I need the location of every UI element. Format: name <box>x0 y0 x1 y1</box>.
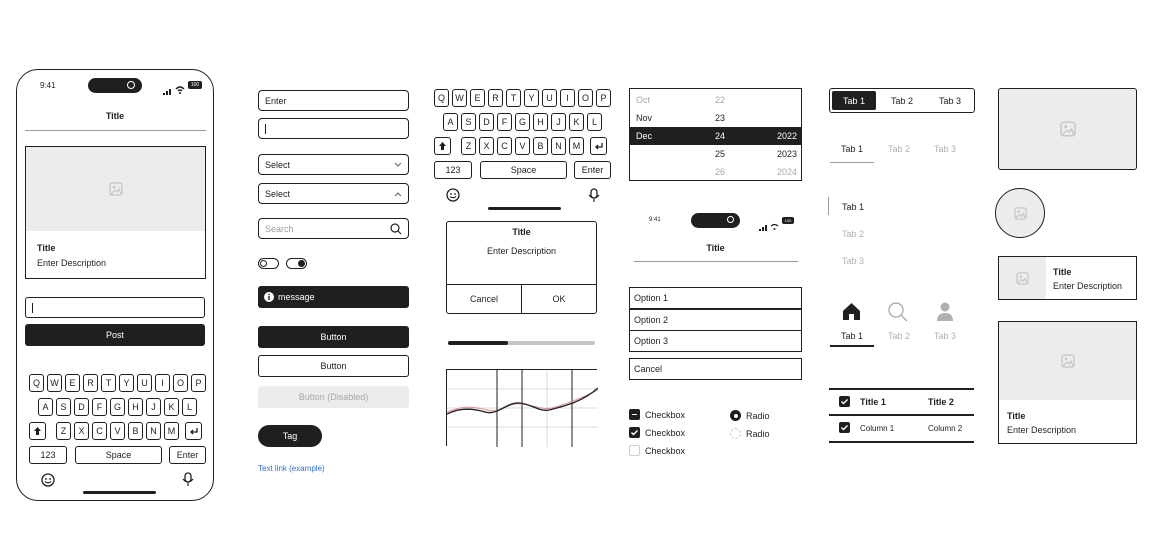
key-g[interactable]: G <box>515 113 530 131</box>
key-x[interactable]: X <box>479 137 494 155</box>
key-h[interactable]: H <box>533 113 548 131</box>
picker-day: 26 <box>715 167 726 177</box>
picker-year: 2022 <box>776 131 797 141</box>
key-k[interactable]: K <box>164 398 179 416</box>
tab-segment-1[interactable]: Tab 1 <box>832 91 876 110</box>
key-d[interactable]: D <box>74 398 89 416</box>
key-p[interactable]: P <box>191 374 206 392</box>
checkbox-label: Checkbox <box>645 410 686 420</box>
key-v[interactable]: V <box>110 422 125 440</box>
image-icon <box>1060 121 1076 137</box>
picker-day: 22 <box>715 95 726 105</box>
radio-label: Radio <box>746 411 770 421</box>
dialog-title: Title <box>512 227 531 237</box>
tab-vertical-2[interactable]: Tab 2 <box>842 229 865 239</box>
key-t[interactable]: T <box>101 374 116 392</box>
signal-icon <box>163 82 173 89</box>
card-image <box>26 147 205 231</box>
text-link[interactable]: Text link (example) <box>258 464 325 473</box>
numbers-key[interactable]: 123 <box>29 446 67 464</box>
table-cell-1: Column 1 <box>860 424 895 433</box>
message-toast <box>258 286 409 308</box>
shift-key[interactable] <box>434 137 451 155</box>
shift-icon <box>33 426 42 436</box>
checkbox-indeterminate[interactable] <box>629 409 640 420</box>
key-j[interactable]: J <box>551 113 566 131</box>
date-picker[interactable] <box>629 88 802 181</box>
key-r[interactable]: R <box>488 89 503 107</box>
avatar <box>995 188 1045 238</box>
key-o[interactable]: O <box>173 374 188 392</box>
focused-input[interactable] <box>258 118 409 139</box>
home-icon <box>842 302 861 326</box>
key-w[interactable]: W <box>47 374 62 392</box>
key-g[interactable]: G <box>110 398 125 416</box>
key-k[interactable]: K <box>569 113 584 131</box>
key-l[interactable]: L <box>182 398 197 416</box>
enter-input[interactable] <box>258 90 409 111</box>
emoji-icon[interactable] <box>446 188 460 207</box>
key-w[interactable]: W <box>452 89 467 107</box>
post-button[interactable]: Post <box>25 324 205 346</box>
picker-day: 25 <box>715 149 726 159</box>
list-card-description: Enter Description <box>1053 281 1123 291</box>
chevron-down-icon <box>394 162 402 168</box>
key-h[interactable]: H <box>128 398 143 416</box>
toggle-off[interactable] <box>258 258 279 269</box>
dialog-ok-button[interactable]: OK <box>552 294 566 304</box>
picker-row[interactable] <box>630 145 801 163</box>
enter-input-text: Enter <box>265 95 287 106</box>
key-s[interactable]: S <box>56 398 71 416</box>
message-text: message <box>278 292 315 302</box>
picker-month: Oct <box>636 95 651 105</box>
key-p[interactable]: P <box>596 89 611 107</box>
shift-icon <box>438 141 447 151</box>
table-checkbox-header[interactable] <box>839 396 850 407</box>
image-placeholder <box>998 88 1137 170</box>
checkbox-label: Checkbox <box>645 428 686 438</box>
status-time: 9:41 <box>40 81 56 90</box>
key-l[interactable]: L <box>587 113 602 131</box>
nav-divider <box>634 261 798 262</box>
dialog-cancel-button[interactable]: Cancel <box>469 294 498 304</box>
key-c[interactable]: C <box>497 137 512 155</box>
key-m[interactable]: M <box>569 137 584 155</box>
select-expanded[interactable] <box>258 183 409 204</box>
image-icon <box>109 182 123 196</box>
key-u[interactable]: U <box>542 89 557 107</box>
numbers-key[interactable]: 123 <box>434 161 472 179</box>
secondary-button[interactable]: Button <box>258 355 409 377</box>
phone-text-input[interactable] <box>25 297 205 318</box>
tab-segment-3[interactable]: Tab 3 <box>938 96 962 106</box>
picker-row[interactable] <box>630 163 801 181</box>
key-u[interactable]: U <box>137 374 152 392</box>
disabled-button: Button (Disabled) <box>258 386 409 408</box>
toggle-on[interactable] <box>286 258 307 269</box>
table-top-border <box>829 388 974 390</box>
picker-day: 24 <box>715 131 726 141</box>
picker-day: 23 <box>715 113 726 123</box>
tab-icon-3[interactable]: Tab 3 <box>933 331 957 341</box>
dialog-description: Enter Description <box>486 246 557 256</box>
key-y[interactable]: Y <box>119 374 134 392</box>
tab-vertical-3[interactable]: Tab 3 <box>842 256 865 266</box>
wifi-icon <box>175 81 185 99</box>
tag-chip[interactable]: Tag <box>258 425 322 447</box>
radio-unselected[interactable] <box>730 428 741 439</box>
space-key[interactable]: Space <box>75 446 162 464</box>
key-y[interactable]: Y <box>524 89 539 107</box>
key-t[interactable]: T <box>506 89 521 107</box>
line-chart <box>446 369 597 446</box>
radio-label: Radio <box>746 429 770 439</box>
option-item-1[interactable]: Option 1 <box>629 287 802 309</box>
tab-icon-2[interactable]: Tab 2 <box>887 331 911 341</box>
enter-key[interactable]: Enter <box>574 161 611 179</box>
key-q[interactable]: Q <box>29 374 44 392</box>
key-d[interactable]: D <box>479 113 494 131</box>
mic-icon[interactable] <box>182 472 194 492</box>
dynamic-island <box>691 213 740 228</box>
key-i[interactable]: I <box>155 374 170 392</box>
tab-underline-3[interactable]: Tab 3 <box>933 144 957 154</box>
progress-fill <box>448 341 508 345</box>
tab-underline-1[interactable]: Tab 1 <box>840 144 864 154</box>
key-n[interactable]: N <box>146 422 161 440</box>
picker-month: Dec <box>636 131 653 141</box>
key-r[interactable]: R <box>83 374 98 392</box>
card-title: Title <box>37 243 56 253</box>
card-description: Enter Description <box>37 258 107 268</box>
key-z[interactable]: Z <box>461 137 476 155</box>
key-f[interactable]: F <box>497 113 512 131</box>
return-key[interactable] <box>590 137 607 155</box>
list-card-title: Title <box>1053 267 1072 277</box>
picker-row[interactable] <box>630 127 801 145</box>
phone-title: Title <box>105 111 125 121</box>
picker-row[interactable] <box>630 91 801 109</box>
key-s[interactable]: S <box>461 113 476 131</box>
select-label: Select <box>265 188 291 199</box>
battery-icon: 100 <box>782 217 794 224</box>
return-icon <box>189 427 199 436</box>
wifi-icon <box>770 217 779 235</box>
list-card-thumbnail <box>999 257 1046 299</box>
key-x[interactable]: X <box>74 422 89 440</box>
picker-year: 2024 <box>776 167 797 177</box>
radio-selected[interactable] <box>730 410 741 421</box>
status-time: 9:41 <box>649 217 661 223</box>
key-i[interactable]: I <box>560 89 575 107</box>
vertical-tab-indicator <box>828 197 829 215</box>
content-card-title: Title <box>1007 411 1026 421</box>
enter-key[interactable]: Enter <box>169 446 206 464</box>
key-a[interactable]: A <box>443 113 458 131</box>
signal-icon <box>759 218 768 236</box>
tab-icon-1[interactable]: Tab 1 <box>840 331 864 341</box>
shift-key[interactable] <box>29 422 46 440</box>
picker-month: Nov <box>636 113 653 123</box>
key-m[interactable]: M <box>164 422 179 440</box>
key-n[interactable]: N <box>551 137 566 155</box>
key-j[interactable]: J <box>146 398 161 416</box>
key-b[interactable]: B <box>128 422 143 440</box>
home-indicator <box>488 207 561 210</box>
table-checkbox-row[interactable] <box>839 422 850 433</box>
return-key[interactable] <box>185 422 202 440</box>
key-z[interactable]: Z <box>56 422 71 440</box>
table-header-2: Title 2 <box>928 397 954 407</box>
key-b[interactable]: B <box>533 137 548 155</box>
search-icon <box>390 223 402 235</box>
key-c[interactable]: C <box>92 422 107 440</box>
tab-underline-indicator <box>830 162 874 163</box>
tab-underline-2[interactable]: Tab 2 <box>887 144 911 154</box>
table-cell-2: Column 2 <box>928 424 963 433</box>
option-item-3[interactable]: Option 3 <box>629 330 802 352</box>
battery-icon: 100 <box>188 81 202 89</box>
progress-track <box>448 341 595 345</box>
select-label: Select <box>265 159 291 170</box>
mic-icon[interactable] <box>588 188 600 208</box>
search-icon <box>888 302 908 327</box>
key-o[interactable]: O <box>578 89 593 107</box>
table-mid-border <box>829 414 974 416</box>
key-v[interactable]: V <box>515 137 530 155</box>
tab-segment-2[interactable]: Tab 2 <box>890 96 914 106</box>
key-f[interactable]: F <box>92 398 107 416</box>
checkbox-label: Checkbox <box>645 446 686 456</box>
key-e[interactable]: E <box>470 89 485 107</box>
tab-vertical-1[interactable]: Tab 1 <box>842 202 865 212</box>
content-card-image <box>999 322 1136 400</box>
return-icon <box>594 142 604 151</box>
dynamic-island <box>88 78 142 93</box>
picker-year: 2023 <box>776 149 797 159</box>
user-icon <box>936 302 954 326</box>
home-indicator <box>83 491 156 494</box>
key-e[interactable]: E <box>65 374 80 392</box>
key-a[interactable]: A <box>38 398 53 416</box>
nav-divider <box>25 130 206 131</box>
table-header-1: Title 1 <box>860 397 886 407</box>
space-key[interactable]: Space <box>480 161 567 179</box>
image-icon <box>1014 207 1027 220</box>
checkbox-checked[interactable] <box>629 427 640 438</box>
image-icon <box>1016 272 1029 285</box>
option-cancel[interactable]: Cancel <box>629 358 802 380</box>
picker-row[interactable] <box>630 109 801 127</box>
chevron-up-icon <box>394 191 402 197</box>
emoji-icon[interactable] <box>41 473 55 492</box>
tab-icon-indicator <box>830 345 874 347</box>
image-icon <box>1061 354 1075 368</box>
table-bottom-border <box>829 441 974 443</box>
search-input[interactable] <box>258 218 409 239</box>
checkbox-unchecked[interactable] <box>629 445 640 456</box>
nav-title: Title <box>706 243 725 253</box>
option-item-2[interactable]: Option 2 <box>629 309 802 331</box>
info-icon <box>264 292 274 302</box>
search-placeholder: Search <box>265 223 294 234</box>
content-card-description: Enter Description <box>1007 425 1077 435</box>
key-q[interactable]: Q <box>434 89 449 107</box>
primary-button[interactable]: Button <box>258 326 409 348</box>
select-collapsed[interactable] <box>258 154 409 175</box>
